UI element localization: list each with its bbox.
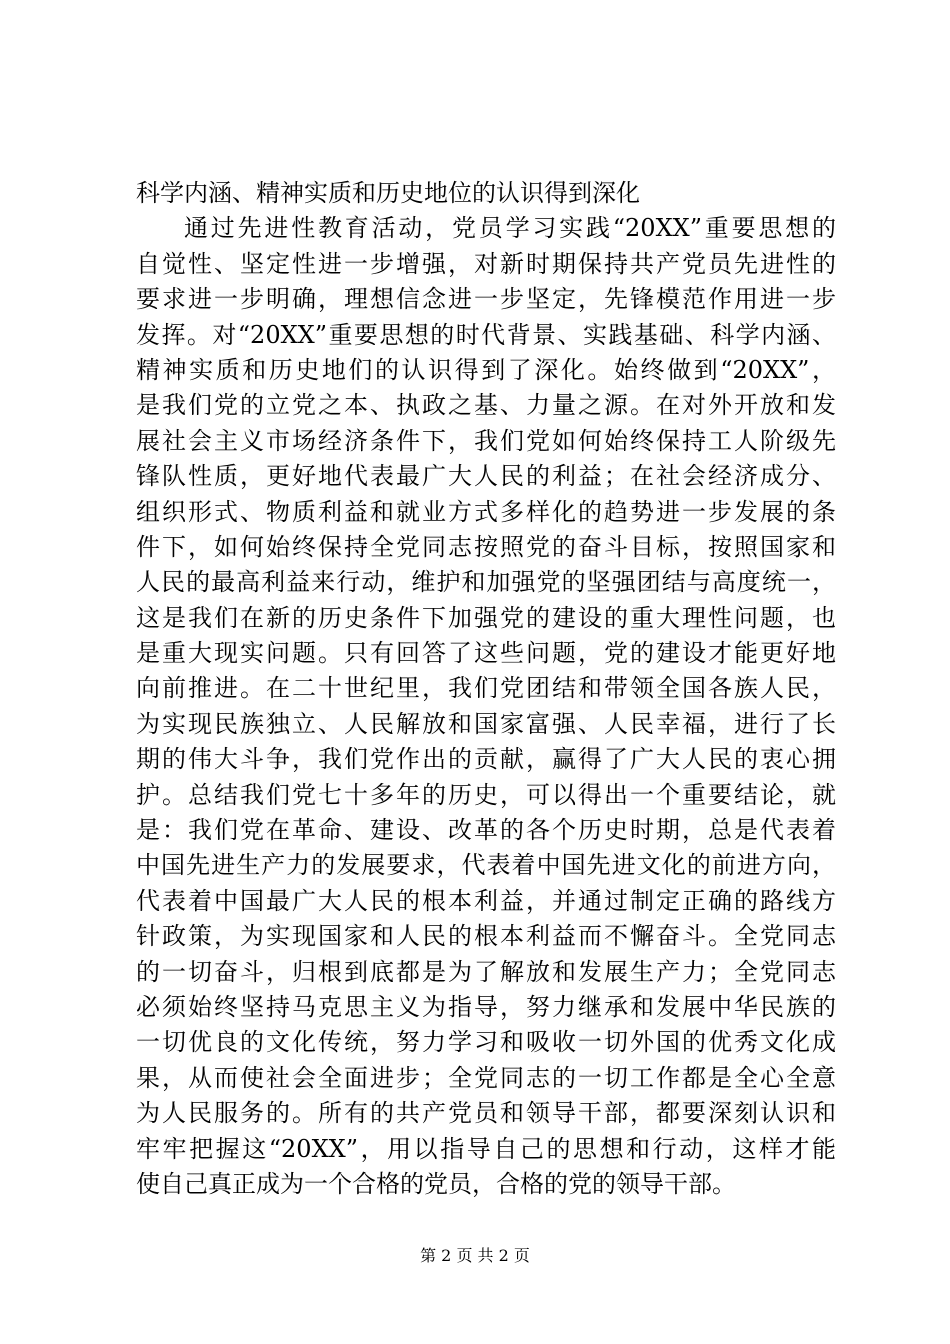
text-line: 组织形式、物质利益和就业方式多样化的趋势进一步发展的条 <box>136 497 836 526</box>
text-line: 果，从而使社会全面进步；全党同志的一切工作都是全心全意 <box>136 1063 836 1092</box>
text-line: 要求进一步明确，理想信念进一步坚定，先锋模范作用进一步 <box>136 285 836 314</box>
text-line: 件下，如何始终保持全党同志按照党的奋斗目标，按照国家和 <box>136 532 836 561</box>
text-line: 通过先进性教育活动，党员学习实践“20XX”重要思想的 <box>184 214 836 243</box>
text-line: 向前推进。在二十世纪里，我们党团结和带领全国各族人民， <box>136 674 836 703</box>
text-line: 护。总结我们党七十多年的历史，可以得出一个重要结论，就 <box>136 780 836 809</box>
text-line: 锋队性质，更好地代表最广大人民的利益；在社会经济成分、 <box>136 462 836 491</box>
text-line: 代表着中国最广大人民的根本利益，并通过制定正确的路线方 <box>136 886 836 915</box>
text-line: 为人民服务的。所有的共产党员和领导干部，都要深刻认识和 <box>136 1099 836 1128</box>
text-line: 精神实质和历史地们的认识得到了深化。始终做到“20XX”， <box>136 355 836 384</box>
text-line: 一切优良的文化传统，努力学习和吸收一切外国的优秀文化成 <box>136 1028 836 1057</box>
text-line: 是我们党的立党之本、执政之基、力量之源。在对外开放和发 <box>136 391 836 420</box>
text-line: 人民的最高利益来行动，维护和加强党的坚强团结与高度统一， <box>136 568 836 597</box>
text-line: 使自己真正成为一个合格的党员，合格的党的领导干部。 <box>136 1169 736 1198</box>
text-line: 自觉性、坚定性进一步增强，对新时期保持共产党员先进性的 <box>136 249 836 278</box>
text-line: 中国先进生产力的发展要求，代表着中国先进文化的前进方向， <box>136 851 836 880</box>
text-line: 牢牢把握这“20XX”，用以指导自己的思想和行动，这样才能 <box>136 1134 836 1163</box>
text-line: 为实现民族独立、人民解放和国家富强、人民幸福，进行了长 <box>136 709 836 738</box>
text-line: 是：我们党在革命、建设、改革的各个历史时期，总是代表着 <box>136 816 836 845</box>
page-number: 第 2 页 共 2 页 <box>420 1246 530 1265</box>
text-line: 展社会主义市场经济条件下，我们党如何始终保持工人阶级先 <box>136 426 836 455</box>
page-footer <box>0 1246 950 1266</box>
text-line: 这是我们在新的历史条件下加强党的建设的重大理性问题，也 <box>136 603 836 632</box>
text-line: 期的伟大斗争，我们党作出的贡献，赢得了广大人民的衷心拥 <box>136 745 836 774</box>
body-text <box>136 176 836 1202</box>
text-line: 科学内涵、精神实质和历史地位的认识得到深化 <box>136 179 640 207</box>
text-line: 的一切奋斗，归根到底都是为了解放和发展生产力；全党同志 <box>136 957 836 986</box>
text-line: 必须始终坚持马克思主义为指导，努力继承和发展中华民族的 <box>136 992 836 1021</box>
text-line: 发挥。对“20XX”重要思想的时代背景、实践基础、科学内涵、 <box>136 320 836 349</box>
text-line: 是重大现实问题。只有回答了这些问题，党的建设才能更好地 <box>136 639 836 668</box>
text-line: 针政策，为实现国家和人民的根本利益而不懈奋斗。全党同志 <box>136 922 836 951</box>
